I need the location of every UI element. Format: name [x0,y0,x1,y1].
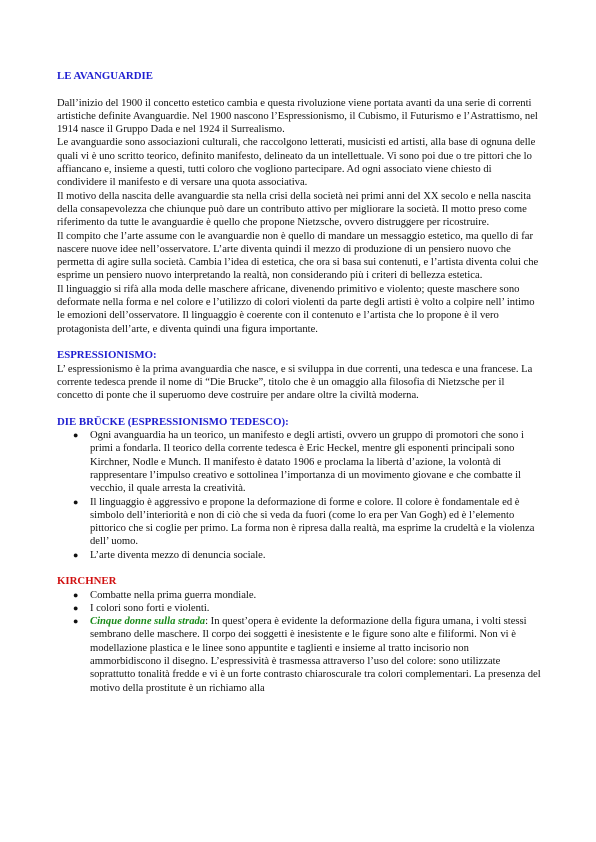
list-item-text: L’arte diventa mezzo di denuncia sociale. [90,549,266,561]
intro-paragraph-5: Il linguaggio si rifà alla moda delle maschere africane, divenendo primitivo e violento; queste maschere sono deformate nella forma e nel colore e l’utilizzo di colori violenti da parte degli artisti è volto a colpire nell’ intimo le emozioni dell’osservatore. Il linguaggio è coerente con il contenuto e l’artista che lo propone è il vero protagonista dell’arte, e diventa quindi una figura importante. [57,283,535,335]
list-item [73,602,542,615]
intro-paragraph-4: Il compito che l’arte assume con le avanguardie non è quello di mandare un messaggio estetico, ma quello di far nascere nuove idee nell’osservatore. L’arte diventa quindi il mezzo di produzione di un pensiero nuovo che permetta di agire sulla società. Cambia l’idea di estetica, che ora si basa sui contenuti, e l’artista diventa colui che esprime un pensiero nuovo interpretando la realtà, non considerando più i criteri di bellezza estetica. [57,230,539,282]
bullet-icon: ● [73,602,79,613]
espressionismo-heading: ESPRESSIONISMO: [57,349,157,362]
work-title: Cinque donne sulla strada [90,616,206,628]
espressionismo-paragraph: L’ espressionismo è la prima avanguardia che nasce, e si sviluppa in due correnti, una tedesca e una francese. La corrente tedesca prende il nome di “Die Brucke”, titolo che è un omaggio alla filosofia di Nietzsche per il concetto di ponte che il superuomo deve costruire per andare oltre la civiltà moderna. [57,363,533,402]
list-item [73,549,542,562]
list-item [73,496,542,549]
bullet-icon: ● [73,616,79,627]
kirchner-list [57,589,542,695]
intro-paragraph-3: Il motivo della nascita delle avanguardie sta nella crisi della società nei primi anni del XX secolo e nella nascita della consapevolezza che chiunque può dare un contributo attivo per migliorare la società. Il motto preso come riferimento da tutte le avanguardie è quello che propone Nietzsche, ovvero distruggere per ricostruire. [57,190,531,229]
intro-paragraph-1: Dall’inizio del 1900 il concetto estetico cambia e questa rivoluzione viene portata avanti da una serie di correnti artistiche definite Avanguardie. Nel 1900 nascono l’Espressionismo, il Cubismo, il Futurismo e l’Astrattismo, nel 1914 nasce il Gruppo Dada e nel 1924 il Surrealismo. [57,97,538,136]
die-brucke-heading: DIE BRÜCKE (ESPRESSIONISMO TEDESCO): [57,415,289,428]
bullet-icon: ● [73,589,79,600]
bullet-icon: ● [73,496,79,507]
bullet-icon: ● [73,549,79,560]
list-item-text: I colori sono forti e violenti. [90,602,210,614]
list-item [73,589,542,602]
list-item [73,615,542,695]
work-description: : In quest’opera è evidente la deformazione della figura umana, i volti stessi sembrano delle maschere. Il corpo dei soggetti è inesistente e le figure sono alte e filiformi. Non vi è modellazione plastica e le linee sono appuntite e taglienti e insieme al tratto incisorio non ammorbidiscono il disegno. L’espressività è trasmessa attraverso l’uso del colore: sono utilizzate soprattutto tonalità fredde e vi è un forte contrasto chiaroscurale tra colori complementari. La presenza del motivo della prostitute è un richiamo alla [90,616,541,694]
kirchner-heading: KIRCHNER [57,575,117,588]
bullet-icon: ● [73,430,79,441]
list-item-text: Combatte nella prima guerra mondiale. [90,589,257,601]
intro-paragraph-2: Le avanguardie sono associazioni culturali, che raccolgono letterati, musicisti ed artisti, alla base di ognuna delle quali vi è uno scritto teorico, definito manifesto, delineato da un intellettuale. Vi sono poi due o tre pittori che lo affiancano e, insieme a questi, tutti coloro che vogliono partecipare. Ad ogni associato viene chiesto di condividere il manifesto e di versare una quota associativa. [57,137,536,189]
list-item-text: Ogni avanguardia ha un teorico, un manifesto e degli artisti, ovvero un gruppo di promotori che sono i primi a fondarla. Il teorico della corrente tedesca è Eric Heckel, mentre gli esponenti principali sono Kirchner, Nodle e Munch. Il manifesto è datato 1906 e proclama la libertà d’azione, la volontà di rappresentare l’impulso creativo e sottolinea l’importanza di un movimento giovane e che combatte il vecchio, il quale arresta la creatività. [90,430,524,495]
list-item [73,429,542,495]
die-brucke-list [57,429,542,562]
document-title: LE AVANGUARDIE [57,70,153,82]
document-page [57,70,542,695]
list-item-text: Il linguaggio è aggressivo e propone la deformazione di forme e colore. Il colore è fondamentale ed è simbolo dell’interiorità e non di ciò che si veda da fuori (come lo era per Van Gogh) ed è l’elemento pittorico che si coglie per primo. La forma non è ripresa dalla realtà, ma esprime la crudeltà e la violenza dell’ uomo. [90,496,535,548]
